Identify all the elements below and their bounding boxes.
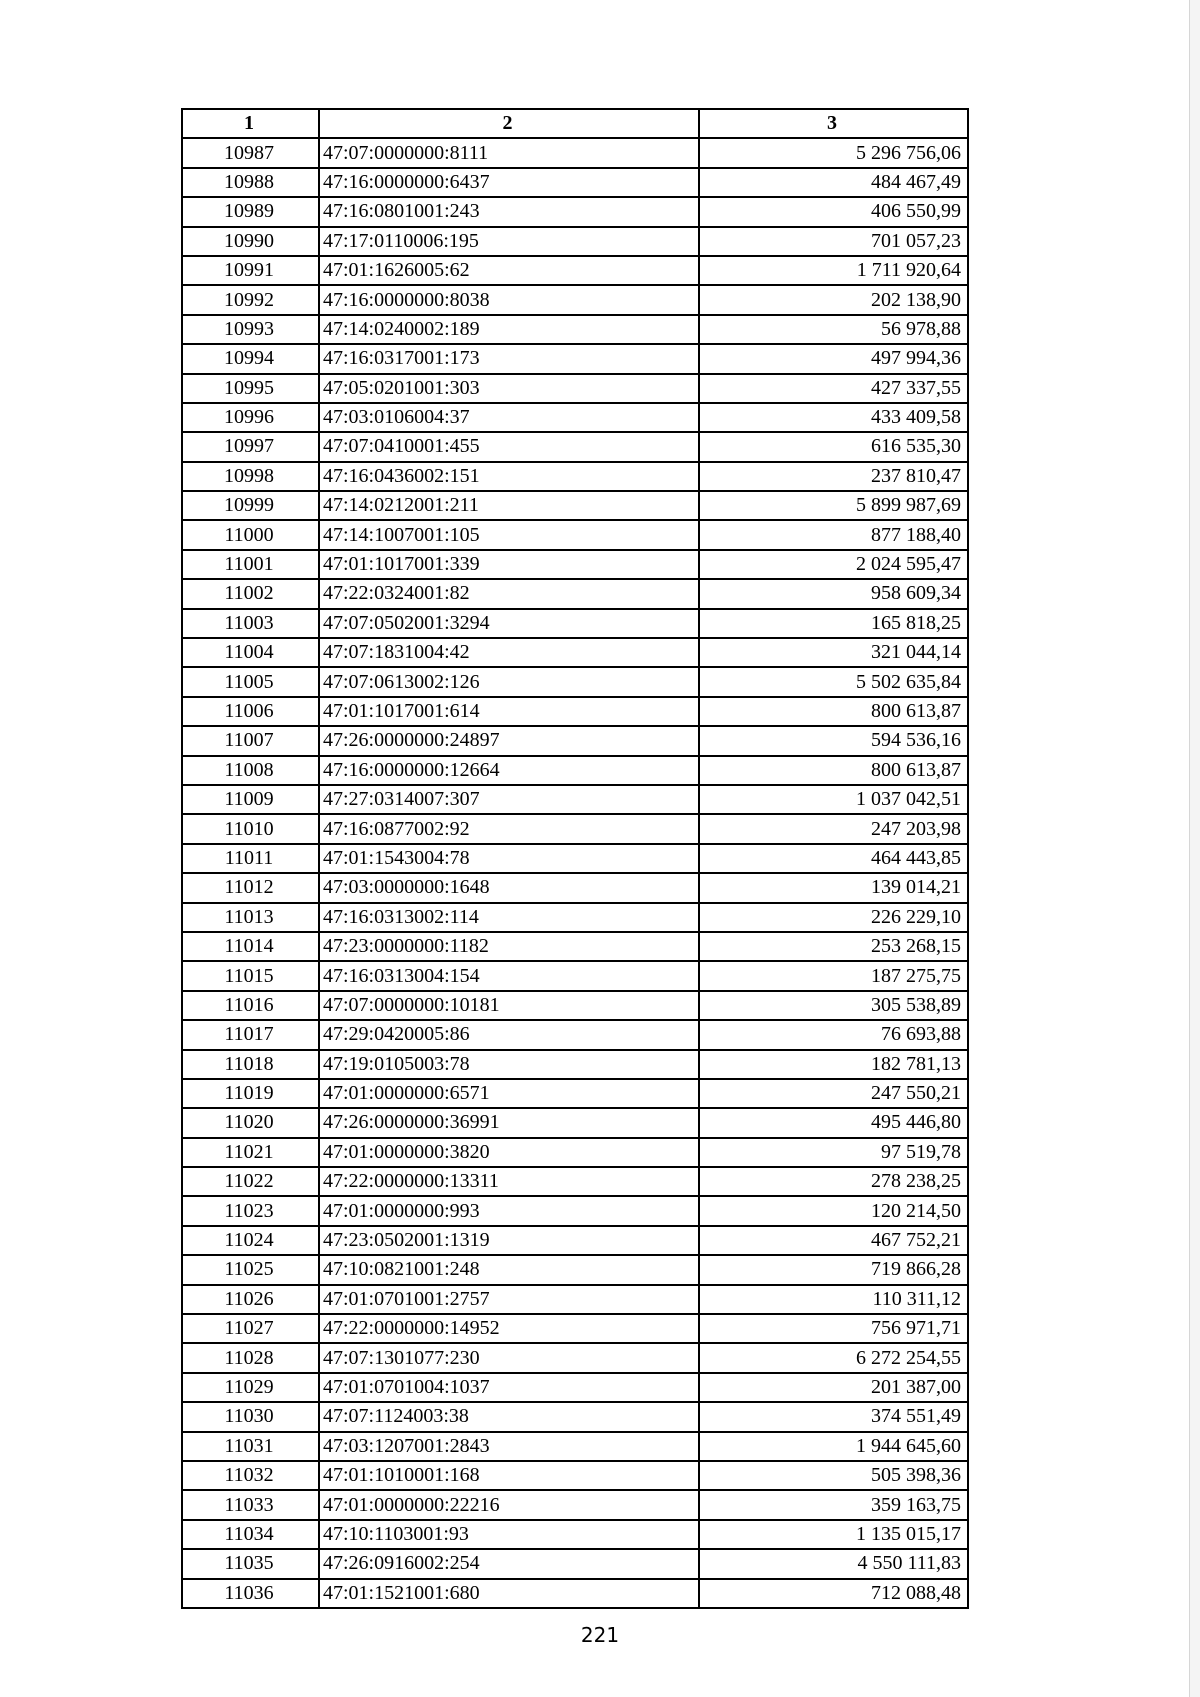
cadastral-number-cell: 47:22:0324001:82 [319, 579, 699, 608]
row-number-cell: 10992 [182, 285, 319, 314]
row-number-cell: 11015 [182, 961, 319, 990]
table-body [182, 138, 968, 1608]
table-row [182, 1402, 968, 1431]
table-row [182, 432, 968, 461]
row-number-cell: 11032 [182, 1461, 319, 1490]
table-row [182, 403, 968, 432]
row-number-cell: 11000 [182, 520, 319, 549]
row-number-cell: 10988 [182, 168, 319, 197]
cadastral-number-cell: 47:01:1626005:62 [319, 256, 699, 285]
table-row [182, 1108, 968, 1137]
cadastral-number-cell: 47:07:1831004:42 [319, 638, 699, 667]
cadastral-number-cell: 47:01:0000000:22216 [319, 1490, 699, 1519]
cadastral-number-cell: 47:16:0317001:173 [319, 344, 699, 373]
table-row [182, 697, 968, 726]
cadastral-number-cell: 47:03:1207001:2843 [319, 1432, 699, 1461]
value-cell: 616 535,30 [699, 432, 968, 461]
cadastral-number-cell: 47:07:0502001:3294 [319, 609, 699, 638]
value-cell: 464 443,85 [699, 844, 968, 873]
value-cell: 247 550,21 [699, 1079, 968, 1108]
row-number-cell: 11029 [182, 1373, 319, 1402]
row-number-cell: 11028 [182, 1343, 319, 1372]
value-cell: 201 387,00 [699, 1373, 968, 1402]
value-cell: 433 409,58 [699, 403, 968, 432]
table-row [182, 1079, 968, 1108]
page-edge [1189, 0, 1200, 1697]
row-number-cell: 11022 [182, 1167, 319, 1196]
cadastral-number-cell: 47:07:0410001:455 [319, 432, 699, 461]
table-row [182, 1255, 968, 1284]
value-cell: 76 693,88 [699, 1020, 968, 1049]
table-row [182, 197, 968, 226]
row-number-cell: 11018 [182, 1050, 319, 1079]
value-cell: 247 203,98 [699, 814, 968, 843]
cadastral-number-cell: 47:01:1017001:614 [319, 697, 699, 726]
row-number-cell: 10993 [182, 315, 319, 344]
row-number-cell: 11021 [182, 1138, 319, 1167]
table-row [182, 1050, 968, 1079]
table-row [182, 1020, 968, 1049]
table-row [182, 991, 968, 1020]
row-number-cell: 11024 [182, 1226, 319, 1255]
row-number-cell: 11027 [182, 1314, 319, 1343]
cadastral-number-cell: 47:27:0314007:307 [319, 785, 699, 814]
column-header-1: 1 [182, 109, 319, 138]
cadastral-number-cell: 47:01:0701004:1037 [319, 1373, 699, 1402]
value-cell: 406 550,99 [699, 197, 968, 226]
row-number-cell: 10989 [182, 197, 319, 226]
row-number-cell: 11030 [182, 1402, 319, 1431]
cadastral-number-cell: 47:07:0613002:126 [319, 667, 699, 696]
table-row [182, 1549, 968, 1578]
table-row [182, 462, 968, 491]
row-number-cell: 10994 [182, 344, 319, 373]
cadastral-number-cell: 47:16:0313004:154 [319, 961, 699, 990]
row-number-cell: 11013 [182, 903, 319, 932]
table-row [182, 374, 968, 403]
table-row [182, 1432, 968, 1461]
cadastral-number-cell: 47:05:0201001:303 [319, 374, 699, 403]
value-cell: 97 519,78 [699, 1138, 968, 1167]
column-header-3: 3 [699, 109, 968, 138]
row-number-cell: 11023 [182, 1196, 319, 1225]
cadastral-number-cell: 47:23:0502001:1319 [319, 1226, 699, 1255]
table-row [182, 961, 968, 990]
cadastral-number-cell: 47:14:1007001:105 [319, 520, 699, 549]
value-cell: 359 163,75 [699, 1490, 968, 1519]
cadastral-number-cell: 47:26:0000000:24897 [319, 726, 699, 755]
row-number-cell: 11011 [182, 844, 319, 873]
row-number-cell: 11031 [182, 1432, 319, 1461]
value-cell: 1 135 015,17 [699, 1520, 968, 1549]
value-cell: 719 866,28 [699, 1255, 968, 1284]
cadastral-number-cell: 47:01:0000000:993 [319, 1196, 699, 1225]
table-row [182, 1490, 968, 1519]
value-cell: 5 296 756,06 [699, 138, 968, 167]
row-number-cell: 10990 [182, 227, 319, 256]
table-row [182, 903, 968, 932]
cadastral-number-cell: 47:16:0801001:243 [319, 197, 699, 226]
cadastral-number-cell: 47:16:0436002:151 [319, 462, 699, 491]
table-row [182, 1461, 968, 1490]
cadastral-number-cell: 47:07:1301077:230 [319, 1343, 699, 1372]
table-row [182, 1196, 968, 1225]
row-number-cell: 10987 [182, 138, 319, 167]
table-row [182, 579, 968, 608]
cadastral-number-cell: 47:01:1521001:680 [319, 1579, 699, 1608]
table-row [182, 814, 968, 843]
cadastral-number-cell: 47:03:0000000:1648 [319, 873, 699, 902]
table-header-row [182, 109, 968, 138]
value-cell: 712 088,48 [699, 1579, 968, 1608]
value-cell: 374 551,49 [699, 1402, 968, 1431]
value-cell: 427 337,55 [699, 374, 968, 403]
table-row [182, 932, 968, 961]
value-cell: 237 810,47 [699, 462, 968, 491]
cadastral-number-cell: 47:23:0000000:1182 [319, 932, 699, 961]
value-cell: 4 550 111,83 [699, 1549, 968, 1578]
value-cell: 701 057,23 [699, 227, 968, 256]
cadastral-number-cell: 47:16:0000000:8038 [319, 285, 699, 314]
cadastral-number-cell: 47:16:0313002:114 [319, 903, 699, 932]
cadastral-number-cell: 47:26:0000000:36991 [319, 1108, 699, 1137]
cadastral-number-cell: 47:14:0240002:189 [319, 315, 699, 344]
value-cell: 110 311,12 [699, 1285, 968, 1314]
value-cell: 505 398,36 [699, 1461, 968, 1490]
value-cell: 187 275,75 [699, 961, 968, 990]
value-cell: 800 613,87 [699, 697, 968, 726]
row-number-cell: 11016 [182, 991, 319, 1020]
cadastral-number-cell: 47:17:0110006:195 [319, 227, 699, 256]
value-cell: 497 994,36 [699, 344, 968, 373]
value-cell: 5 899 987,69 [699, 491, 968, 520]
table-row [182, 1314, 968, 1343]
row-number-cell: 11025 [182, 1255, 319, 1284]
row-number-cell: 11001 [182, 550, 319, 579]
row-number-cell: 11033 [182, 1490, 319, 1519]
cadastral-number-cell: 47:10:0821001:248 [319, 1255, 699, 1284]
value-cell: 139 014,21 [699, 873, 968, 902]
cadastral-number-cell: 47:26:0916002:254 [319, 1549, 699, 1578]
row-number-cell: 10997 [182, 432, 319, 461]
table-row [182, 726, 968, 755]
row-number-cell: 11010 [182, 814, 319, 843]
table-row [182, 844, 968, 873]
table-row [182, 1343, 968, 1372]
row-number-cell: 11012 [182, 873, 319, 902]
cadastral-number-cell: 47:16:0000000:12664 [319, 756, 699, 785]
row-number-cell: 11003 [182, 609, 319, 638]
value-cell: 305 538,89 [699, 991, 968, 1020]
table-row [182, 1520, 968, 1549]
column-header-2: 2 [319, 109, 699, 138]
cadastral-number-cell: 47:10:1103001:93 [319, 1520, 699, 1549]
row-number-cell: 10995 [182, 374, 319, 403]
table-row [182, 1373, 968, 1402]
value-cell: 484 467,49 [699, 168, 968, 197]
value-cell: 253 268,15 [699, 932, 968, 961]
row-number-cell: 10996 [182, 403, 319, 432]
value-cell: 165 818,25 [699, 609, 968, 638]
value-cell: 5 502 635,84 [699, 667, 968, 696]
value-cell: 467 752,21 [699, 1226, 968, 1255]
row-number-cell: 10998 [182, 462, 319, 491]
table-row [182, 285, 968, 314]
table-row [182, 1285, 968, 1314]
cadastral-number-cell: 47:01:0000000:3820 [319, 1138, 699, 1167]
cadastral-number-cell: 47:16:0877002:92 [319, 814, 699, 843]
value-cell: 495 446,80 [699, 1108, 968, 1137]
cadastral-number-cell: 47:14:0212001:211 [319, 491, 699, 520]
cadastral-number-cell: 47:01:1017001:339 [319, 550, 699, 579]
row-number-cell: 11006 [182, 697, 319, 726]
value-cell: 226 229,10 [699, 903, 968, 932]
cadastral-number-cell: 47:01:0000000:6571 [319, 1079, 699, 1108]
row-number-cell: 11020 [182, 1108, 319, 1137]
table-row [182, 1138, 968, 1167]
row-number-cell: 11004 [182, 638, 319, 667]
value-cell: 2 024 595,47 [699, 550, 968, 579]
row-number-cell: 11014 [182, 932, 319, 961]
table-row [182, 168, 968, 197]
value-cell: 182 781,13 [699, 1050, 968, 1079]
value-cell: 594 536,16 [699, 726, 968, 755]
table-row [182, 315, 968, 344]
value-cell: 56 978,88 [699, 315, 968, 344]
value-cell: 756 971,71 [699, 1314, 968, 1343]
row-number-cell: 11005 [182, 667, 319, 696]
cadastral-number-cell: 47:19:0105003:78 [319, 1050, 699, 1079]
row-number-cell: 11017 [182, 1020, 319, 1049]
value-cell: 1 944 645,60 [699, 1432, 968, 1461]
value-cell: 1 711 920,64 [699, 256, 968, 285]
row-number-cell: 10991 [182, 256, 319, 285]
table-row [182, 227, 968, 256]
cadastral-number-cell: 47:22:0000000:14952 [319, 1314, 699, 1343]
row-number-cell: 10999 [182, 491, 319, 520]
table-row [182, 256, 968, 285]
table-row [182, 873, 968, 902]
value-cell: 321 044,14 [699, 638, 968, 667]
value-cell: 278 238,25 [699, 1167, 968, 1196]
table-row [182, 1167, 968, 1196]
row-number-cell: 11036 [182, 1579, 319, 1608]
table-row [182, 785, 968, 814]
row-number-cell: 11009 [182, 785, 319, 814]
cadastral-number-cell: 47:07:1124003:38 [319, 1402, 699, 1431]
table-row [182, 138, 968, 167]
cadastral-number-cell: 47:07:0000000:10181 [319, 991, 699, 1020]
row-number-cell: 11019 [182, 1079, 319, 1108]
row-number-cell: 11026 [182, 1285, 319, 1314]
cadastral-number-cell: 47:16:0000000:6437 [319, 168, 699, 197]
row-number-cell: 11035 [182, 1549, 319, 1578]
table-row [182, 1579, 968, 1608]
row-number-cell: 11007 [182, 726, 319, 755]
row-number-cell: 11034 [182, 1520, 319, 1549]
table-row [182, 1226, 968, 1255]
cadastral-number-cell: 47:29:0420005:86 [319, 1020, 699, 1049]
table-row [182, 756, 968, 785]
row-number-cell: 11008 [182, 756, 319, 785]
cadastral-number-cell: 47:01:0701001:2757 [319, 1285, 699, 1314]
value-cell: 877 188,40 [699, 520, 968, 549]
cadastral-number-cell: 47:07:0000000:8111 [319, 138, 699, 167]
table-row [182, 520, 968, 549]
cadastral-number-cell: 47:22:0000000:13311 [319, 1167, 699, 1196]
cadastral-number-cell: 47:01:1010001:168 [319, 1461, 699, 1490]
table-row [182, 491, 968, 520]
page-number: 221 [580, 1623, 620, 1647]
value-cell: 1 037 042,51 [699, 785, 968, 814]
table-row [182, 344, 968, 373]
value-cell: 800 613,87 [699, 756, 968, 785]
value-cell: 120 214,50 [699, 1196, 968, 1225]
data-table [181, 108, 969, 1609]
value-cell: 6 272 254,55 [699, 1343, 968, 1372]
value-cell: 202 138,90 [699, 285, 968, 314]
table-row [182, 667, 968, 696]
cadastral-number-cell: 47:03:0106004:37 [319, 403, 699, 432]
table-row [182, 638, 968, 667]
table-row [182, 609, 968, 638]
table-row [182, 550, 968, 579]
value-cell: 958 609,34 [699, 579, 968, 608]
cadastral-number-cell: 47:01:1543004:78 [319, 844, 699, 873]
row-number-cell: 11002 [182, 579, 319, 608]
